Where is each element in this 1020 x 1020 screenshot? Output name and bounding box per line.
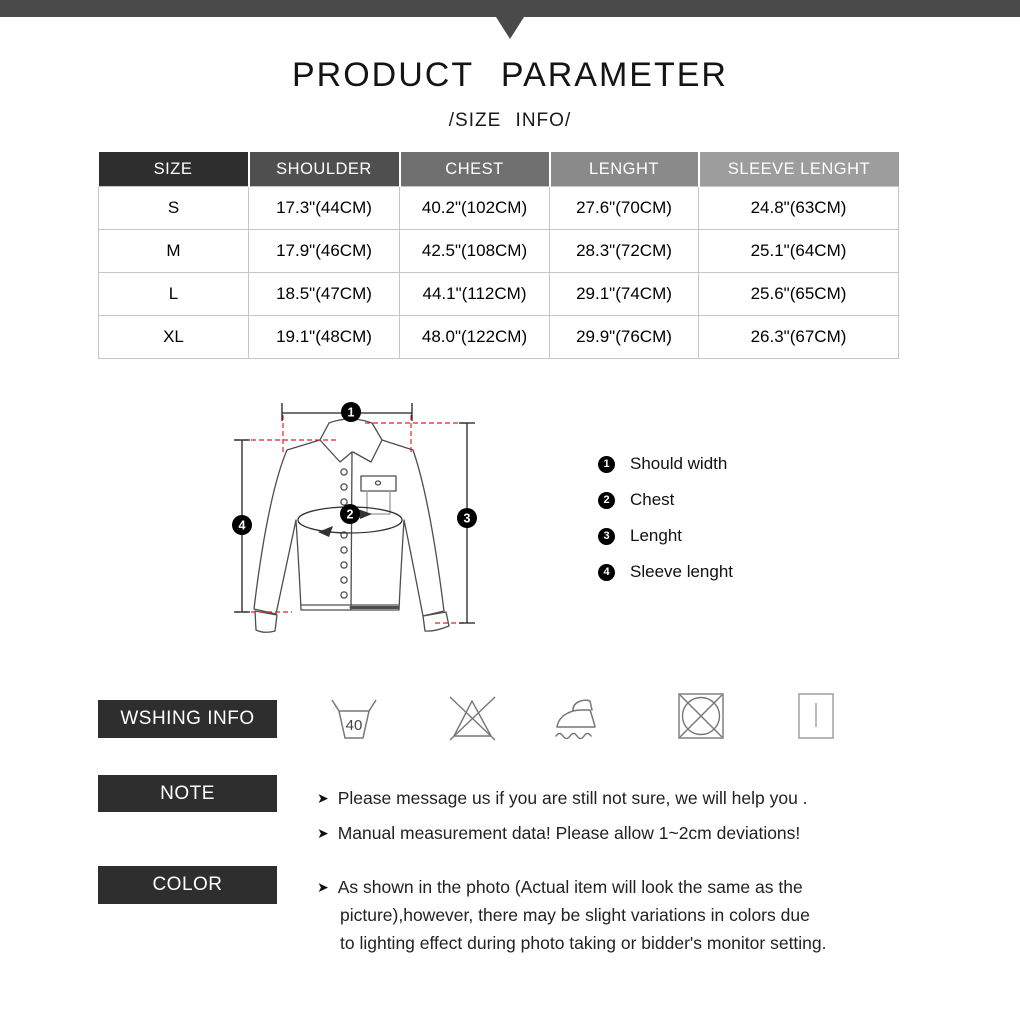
cell-sleeve-length: 24.8"(63CM) <box>699 187 899 230</box>
col-header-shoulder: SHOULDER <box>249 152 400 187</box>
cell-size: XL <box>99 316 249 359</box>
garment-measurement-diagram <box>220 390 500 650</box>
col-header-length: LENGHT <box>550 152 699 187</box>
cell-shoulder: 18.5"(47CM) <box>249 273 400 316</box>
washing-info-label: WSHING INFO <box>98 700 277 738</box>
table-row-s <box>99 187 899 230</box>
drip-dry-icon <box>792 691 840 741</box>
banner-pointer-triangle-icon <box>496 17 524 39</box>
cell-length: 29.9"(76CM) <box>550 316 699 359</box>
legend-badge-2-icon: 2 <box>598 492 615 509</box>
cell-chest: 44.1"(112CM) <box>400 273 550 316</box>
table-row-m <box>99 230 899 273</box>
color-label: COLOR <box>98 866 277 904</box>
note-text: Please message us if you are still not sure, we will help you . <box>337 788 808 808</box>
size-table-header-row <box>99 152 899 187</box>
legend-item-shoulder-width <box>598 446 733 482</box>
legend-label: Lenght <box>630 526 682 545</box>
marker-2: 2 <box>346 507 354 522</box>
marker-4: 4 <box>238 518 246 533</box>
cell-size: S <box>99 187 249 230</box>
note-item-2 <box>317 821 800 845</box>
wash-at-40-icon <box>328 696 380 742</box>
do-not-tumble-dry-icon <box>674 689 728 743</box>
cell-sleeve-length: 25.1"(64CM) <box>699 230 899 273</box>
arrow-bullet-icon: ➤ <box>317 790 329 806</box>
color-text: As shown in the photo (Actual item will look the same as the <box>337 877 803 897</box>
note-item-1 <box>317 786 808 810</box>
legend-badge-3-icon: 3 <box>598 528 615 545</box>
cell-sleeve-length: 25.6"(65CM) <box>699 273 899 316</box>
arrow-bullet-icon: ➤ <box>317 825 329 841</box>
measurement-legend <box>598 446 733 590</box>
cell-chest: 42.5"(108CM) <box>400 230 550 273</box>
cell-shoulder: 17.9"(46CM) <box>249 230 400 273</box>
legend-item-sleeve-length <box>598 554 733 590</box>
color-text-line-3: to lighting effect during photo taking or bidder's monitor setting. <box>340 933 827 953</box>
note-label: NOTE <box>98 775 277 812</box>
cell-length: 29.1"(74CM) <box>550 273 699 316</box>
size-table <box>98 152 899 359</box>
color-text-line-2: picture),however, there may be slight variations in colors due <box>340 905 810 925</box>
legend-label: Should width <box>630 454 728 473</box>
arrow-bullet-icon: ➤ <box>317 879 329 895</box>
page-subtitle: /SIZE INFO/ <box>448 110 572 131</box>
marker-1: 1 <box>347 405 355 420</box>
color-text-line-1 <box>317 875 803 899</box>
cell-length: 28.3"(72CM) <box>550 230 699 273</box>
cell-shoulder: 17.3"(44CM) <box>249 187 400 230</box>
cell-sleeve-length: 26.3"(67CM) <box>699 316 899 359</box>
do-not-bleach-icon <box>445 692 500 742</box>
page-title: PRODUCT PARAMETER <box>291 56 728 94</box>
wash-temperature: 40 <box>345 717 363 734</box>
cell-shoulder: 19.1"(48CM) <box>249 316 400 359</box>
cell-size: L <box>99 273 249 316</box>
col-header-size: SIZE <box>99 152 249 187</box>
iron-icon <box>551 696 613 742</box>
legend-item-chest <box>598 482 733 518</box>
legend-badge-1-icon: 1 <box>598 456 615 473</box>
legend-label: Sleeve lenght <box>630 562 734 581</box>
marker-3: 3 <box>463 511 471 526</box>
col-header-chest: CHEST <box>400 152 550 187</box>
top-banner <box>0 0 1020 17</box>
cell-chest: 40.2"(102CM) <box>400 187 550 230</box>
legend-badge-4-icon: 4 <box>598 564 615 581</box>
col-header-sleeve-length: SLEEVE LENGHT <box>699 152 899 187</box>
note-text: Manual measurement data! Please allow 1~2cm deviations! <box>337 823 801 843</box>
cell-size: M <box>99 230 249 273</box>
legend-item-length <box>598 518 733 554</box>
cell-chest: 48.0"(122CM) <box>400 316 550 359</box>
table-row-l <box>99 273 899 316</box>
table-row-xl <box>99 316 899 359</box>
legend-label: Chest <box>630 490 675 509</box>
cell-length: 27.6"(70CM) <box>550 187 699 230</box>
